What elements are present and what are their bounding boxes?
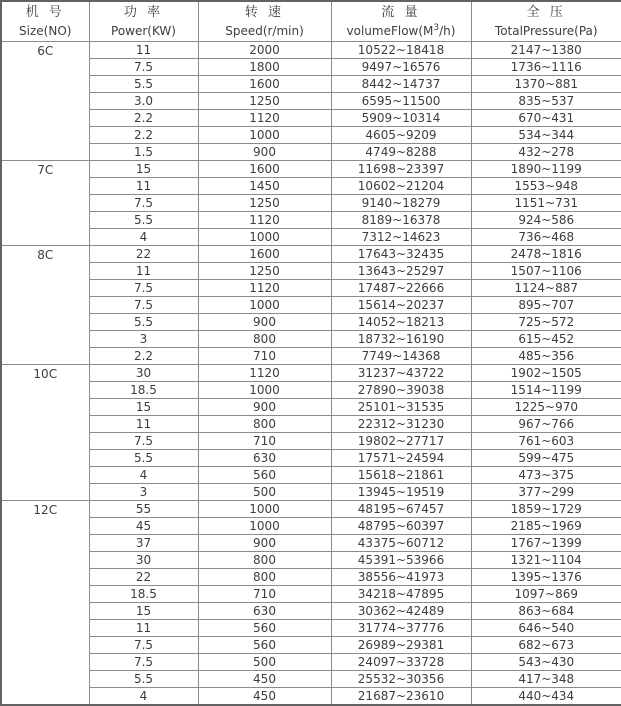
flow-cell: 9497~16576 xyxy=(331,59,471,76)
flow-cell: 9140~18279 xyxy=(331,195,471,212)
table-row xyxy=(1,654,621,671)
speed-cell: 630 xyxy=(198,603,331,620)
table-row xyxy=(1,280,621,297)
flow-cell: 4749~8288 xyxy=(331,144,471,161)
power-cell: 11 xyxy=(89,178,198,195)
flow-cell: 24097~33728 xyxy=(331,654,471,671)
power-cell: 2.2 xyxy=(89,110,198,127)
table-row xyxy=(1,297,621,314)
table-row xyxy=(1,671,621,688)
table-row xyxy=(1,246,621,263)
speed-cell: 1120 xyxy=(198,280,331,297)
flow-cell: 25101~31535 xyxy=(331,399,471,416)
speed-cell: 1120 xyxy=(198,212,331,229)
flow-cell: 17643~32435 xyxy=(331,246,471,263)
power-cell: 18.5 xyxy=(89,382,198,399)
table-row xyxy=(1,42,621,59)
pressure-cell: 682~673 xyxy=(471,637,621,654)
speed-cell: 2000 xyxy=(198,42,331,59)
pressure-cell: 543~430 xyxy=(471,654,621,671)
speed-cell: 800 xyxy=(198,569,331,586)
power-cell: 55 xyxy=(89,501,198,518)
speed-cell: 450 xyxy=(198,688,331,706)
speed-cell: 630 xyxy=(198,450,331,467)
table-row xyxy=(1,382,621,399)
power-cell: 4 xyxy=(89,229,198,246)
power-cell: 11 xyxy=(89,416,198,433)
col-header-power-cn: 功 率 xyxy=(90,3,198,22)
table-row xyxy=(1,212,621,229)
pressure-cell: 646~540 xyxy=(471,620,621,637)
pressure-cell: 473~375 xyxy=(471,467,621,484)
pressure-cell: 1124~887 xyxy=(471,280,621,297)
table-row xyxy=(1,229,621,246)
pressure-cell: 1514~1199 xyxy=(471,382,621,399)
pressure-cell: 761~603 xyxy=(471,433,621,450)
flow-cell: 31774~37776 xyxy=(331,620,471,637)
table-row xyxy=(1,433,621,450)
flow-cell: 14052~18213 xyxy=(331,314,471,331)
cubic-superscript: 3 xyxy=(433,23,439,33)
speed-cell: 800 xyxy=(198,416,331,433)
pressure-cell: 1097~869 xyxy=(471,586,621,603)
table-row xyxy=(1,161,621,178)
power-cell: 11 xyxy=(89,42,198,59)
table-body xyxy=(1,42,621,706)
speed-cell: 500 xyxy=(198,484,331,501)
table-row xyxy=(1,484,621,501)
flow-cell: 19802~27717 xyxy=(331,433,471,450)
table-row xyxy=(1,501,621,518)
speed-cell: 1600 xyxy=(198,246,331,263)
power-cell: 11 xyxy=(89,620,198,637)
table-row xyxy=(1,569,621,586)
speed-cell: 900 xyxy=(198,399,331,416)
power-cell: 15 xyxy=(89,161,198,178)
table-row xyxy=(1,365,621,382)
flow-cell: 48195~67457 xyxy=(331,501,471,518)
power-cell: 11 xyxy=(89,263,198,280)
table-row xyxy=(1,127,621,144)
power-cell: 4 xyxy=(89,467,198,484)
pressure-cell: 417~348 xyxy=(471,671,621,688)
pressure-cell: 1225~970 xyxy=(471,399,621,416)
flow-cell: 8189~16378 xyxy=(331,212,471,229)
table-row xyxy=(1,263,621,280)
speed-cell: 1250 xyxy=(198,195,331,212)
speed-cell: 800 xyxy=(198,552,331,569)
speed-cell: 450 xyxy=(198,671,331,688)
table-row xyxy=(1,93,621,110)
speed-cell: 1800 xyxy=(198,59,331,76)
power-cell: 37 xyxy=(89,535,198,552)
flow-cell: 26989~29381 xyxy=(331,637,471,654)
col-header-pressure-cn: 全 压 xyxy=(472,3,621,22)
table-row xyxy=(1,348,621,365)
power-cell: 1.5 xyxy=(89,144,198,161)
power-cell: 5.5 xyxy=(89,212,198,229)
power-cell: 22 xyxy=(89,246,198,263)
power-cell: 15 xyxy=(89,399,198,416)
flow-cell: 5909~10314 xyxy=(331,110,471,127)
power-cell: 7.5 xyxy=(89,59,198,76)
col-header-pressure xyxy=(471,1,621,42)
table-row xyxy=(1,518,621,535)
col-header-flow xyxy=(331,1,471,42)
power-cell: 30 xyxy=(89,365,198,382)
table-row xyxy=(1,637,621,654)
pressure-cell: 1395~1376 xyxy=(471,569,621,586)
flow-cell: 11698~23397 xyxy=(331,161,471,178)
flow-cell: 15614~20237 xyxy=(331,297,471,314)
pressure-cell: 895~707 xyxy=(471,297,621,314)
pressure-cell: 835~537 xyxy=(471,93,621,110)
speed-cell: 900 xyxy=(198,144,331,161)
table-row xyxy=(1,552,621,569)
flow-cell: 38556~41973 xyxy=(331,569,471,586)
pressure-cell: 1151~731 xyxy=(471,195,621,212)
table-row xyxy=(1,688,621,706)
power-cell: 7.5 xyxy=(89,195,198,212)
flow-cell: 45391~53966 xyxy=(331,552,471,569)
speed-cell: 560 xyxy=(198,637,331,654)
col-header-power xyxy=(89,1,198,42)
table-row xyxy=(1,331,621,348)
size-cell: 8C xyxy=(1,246,89,365)
power-cell: 15 xyxy=(89,603,198,620)
table-row xyxy=(1,399,621,416)
pressure-cell: 924~586 xyxy=(471,212,621,229)
speed-cell: 1250 xyxy=(198,93,331,110)
table-row xyxy=(1,178,621,195)
pressure-cell: 2478~1816 xyxy=(471,246,621,263)
size-cell: 7C xyxy=(1,161,89,246)
flow-cell: 7312~14623 xyxy=(331,229,471,246)
speed-cell: 710 xyxy=(198,433,331,450)
flow-cell: 7749~14368 xyxy=(331,348,471,365)
pressure-cell: 432~278 xyxy=(471,144,621,161)
pressure-cell: 967~766 xyxy=(471,416,621,433)
flow-cell: 10602~21204 xyxy=(331,178,471,195)
speed-cell: 1600 xyxy=(198,76,331,93)
power-cell: 7.5 xyxy=(89,637,198,654)
col-header-size xyxy=(1,1,89,42)
speed-cell: 560 xyxy=(198,620,331,637)
speed-cell: 1000 xyxy=(198,518,331,535)
col-header-size-en: Size(NO) xyxy=(2,22,89,40)
speed-cell: 710 xyxy=(198,348,331,365)
size-cell: 6C xyxy=(1,42,89,161)
power-cell: 5.5 xyxy=(89,450,198,467)
flow-cell: 4605~9209 xyxy=(331,127,471,144)
speed-cell: 1600 xyxy=(198,161,331,178)
flow-cell: 18732~16190 xyxy=(331,331,471,348)
pressure-cell: 534~344 xyxy=(471,127,621,144)
pressure-cell: 1902~1505 xyxy=(471,365,621,382)
flow-cell: 25532~30356 xyxy=(331,671,471,688)
flow-cell: 15618~21861 xyxy=(331,467,471,484)
flow-cell: 13643~25297 xyxy=(331,263,471,280)
pressure-cell: 377~299 xyxy=(471,484,621,501)
speed-cell: 800 xyxy=(198,331,331,348)
table-row xyxy=(1,59,621,76)
power-cell: 7.5 xyxy=(89,297,198,314)
power-cell: 2.2 xyxy=(89,127,198,144)
flow-cell: 43375~60712 xyxy=(331,535,471,552)
col-header-flow-cn: 流 量 xyxy=(332,3,471,22)
pressure-cell: 485~356 xyxy=(471,348,621,365)
table-row xyxy=(1,76,621,93)
pressure-cell: 2147~1380 xyxy=(471,42,621,59)
power-cell: 7.5 xyxy=(89,280,198,297)
flow-cell: 31237~43722 xyxy=(331,365,471,382)
power-cell: 7.5 xyxy=(89,433,198,450)
pressure-cell: 440~434 xyxy=(471,688,621,706)
col-header-speed xyxy=(198,1,331,42)
speed-cell: 710 xyxy=(198,586,331,603)
pressure-cell: 2185~1969 xyxy=(471,518,621,535)
speed-cell: 1000 xyxy=(198,127,331,144)
table-row xyxy=(1,416,621,433)
power-cell: 3 xyxy=(89,331,198,348)
size-cell: 12C xyxy=(1,501,89,706)
power-cell: 30 xyxy=(89,552,198,569)
size-cell: 10C xyxy=(1,365,89,501)
col-header-power-en: Power(KW) xyxy=(90,22,198,40)
pressure-cell: 863~684 xyxy=(471,603,621,620)
pressure-cell: 736~468 xyxy=(471,229,621,246)
power-cell: 3 xyxy=(89,484,198,501)
speed-cell: 1450 xyxy=(198,178,331,195)
speed-cell: 560 xyxy=(198,467,331,484)
flow-cell: 13945~19519 xyxy=(331,484,471,501)
table-row xyxy=(1,535,621,552)
flow-cell: 27890~39038 xyxy=(331,382,471,399)
flow-cell: 22312~31230 xyxy=(331,416,471,433)
flow-cell: 17487~22666 xyxy=(331,280,471,297)
power-cell: 2.2 xyxy=(89,348,198,365)
power-cell: 22 xyxy=(89,569,198,586)
pressure-cell: 599~475 xyxy=(471,450,621,467)
table-row xyxy=(1,467,621,484)
col-header-flow-en: $volumeFlow(M^3/h)$ xyxy=(332,22,471,40)
speed-cell: 900 xyxy=(198,314,331,331)
flow-cell: 34218~47895 xyxy=(331,586,471,603)
pressure-cell: 615~452 xyxy=(471,331,621,348)
speed-cell: 1000 xyxy=(198,501,331,518)
power-cell: 5.5 xyxy=(89,671,198,688)
power-cell: 45 xyxy=(89,518,198,535)
table-row xyxy=(1,620,621,637)
power-cell: 5.5 xyxy=(89,314,198,331)
speed-cell: 900 xyxy=(198,535,331,552)
table-row xyxy=(1,586,621,603)
speed-cell: 500 xyxy=(198,654,331,671)
speed-cell: 1250 xyxy=(198,263,331,280)
power-cell: 4 xyxy=(89,688,198,706)
col-header-size-cn: 机 号 xyxy=(2,3,89,22)
col-header-speed-en: Speed(r/min) xyxy=(199,22,331,40)
speed-cell: 1000 xyxy=(198,297,331,314)
col-header-speed-cn: 转 速 xyxy=(199,3,331,22)
flow-cell: 21687~23610 xyxy=(331,688,471,706)
flow-cell: 17571~24594 xyxy=(331,450,471,467)
speed-cell: 1120 xyxy=(198,365,331,382)
pressure-cell: 1321~1104 xyxy=(471,552,621,569)
pressure-cell: 670~431 xyxy=(471,110,621,127)
power-cell: 7.5 xyxy=(89,654,198,671)
pressure-cell: 1767~1399 xyxy=(471,535,621,552)
table-row xyxy=(1,144,621,161)
power-cell: 5.5 xyxy=(89,76,198,93)
pressure-cell: 1507~1106 xyxy=(471,263,621,280)
flow-cell: 8442~14737 xyxy=(331,76,471,93)
flow-cell: 30362~42489 xyxy=(331,603,471,620)
col-header-pressure-en: TotalPressure(Pa) xyxy=(472,22,621,40)
pressure-cell: 1736~1116 xyxy=(471,59,621,76)
pressure-cell: 1553~948 xyxy=(471,178,621,195)
flow-cell: 10522~18418 xyxy=(331,42,471,59)
header-row xyxy=(1,1,621,42)
table-row xyxy=(1,450,621,467)
power-cell: 18.5 xyxy=(89,586,198,603)
pressure-cell: 725~572 xyxy=(471,314,621,331)
speed-cell: 1000 xyxy=(198,229,331,246)
flow-cell: 6595~11500 xyxy=(331,93,471,110)
pressure-cell: 1370~881 xyxy=(471,76,621,93)
flow-cell: 48795~60397 xyxy=(331,518,471,535)
power-cell: 3.0 xyxy=(89,93,198,110)
table-row xyxy=(1,110,621,127)
pressure-cell: 1859~1729 xyxy=(471,501,621,518)
table-row xyxy=(1,314,621,331)
pressure-cell: 1890~1199 xyxy=(471,161,621,178)
table-row xyxy=(1,195,621,212)
speed-cell: 1000 xyxy=(198,382,331,399)
table-row xyxy=(1,603,621,620)
speed-cell: 1120 xyxy=(198,110,331,127)
